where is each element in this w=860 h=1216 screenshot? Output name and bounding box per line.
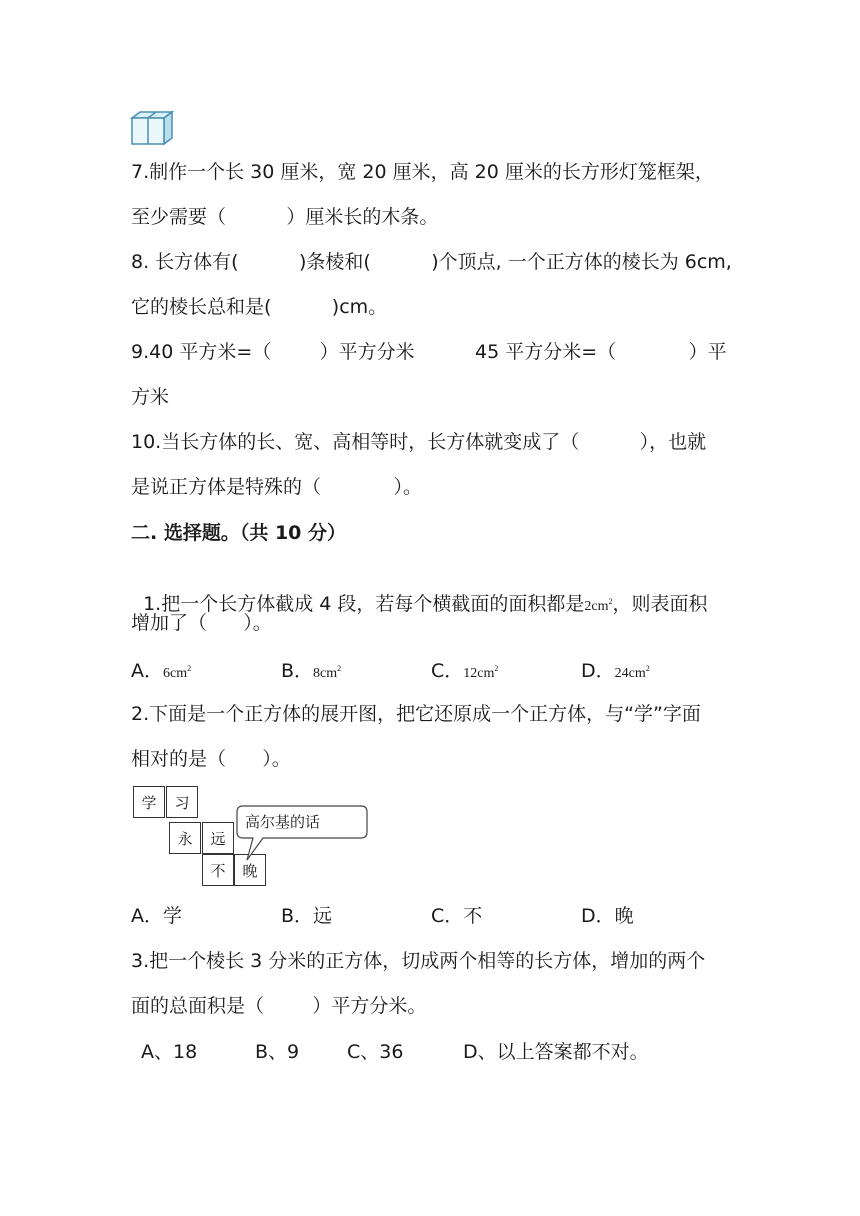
c1-option-a[interactable]: A．$6cm^2$ [131, 660, 192, 682]
q10-line2: 是说正方体是特殊的（ ）。 [131, 476, 422, 498]
c2-option-a[interactable]: A．学 [131, 905, 182, 927]
net-cell-xue: 学 [133, 786, 165, 818]
c1-option-c[interactable]: C．$12cm^2$ [431, 660, 499, 682]
cuboid-icon [130, 110, 174, 146]
q8-line2: 它的棱长总和是( )cm。 [131, 296, 388, 318]
net-cell-wan: 晚 [234, 854, 266, 886]
c1-unit: $2cm^2$ [584, 597, 613, 614]
net-cell-xi: 习 [166, 786, 198, 818]
c1-line2: 增加了（ ）。 [131, 612, 272, 634]
c3-line2: 面的总面积是（ ）平方分米。 [131, 995, 427, 1017]
section-2-title: 二. 选择题。（共 10 分） [131, 522, 347, 544]
speech-bubble-text: 高尔基的话 [245, 813, 321, 831]
c2-option-b[interactable]: B．远 [281, 905, 333, 927]
q7-line1: 7.制作一个长 30 厘米，宽 20 厘米，高 20 厘米的长方形灯笼框架， [131, 161, 714, 183]
c1-option-b[interactable]: B．$8cm^2$ [281, 660, 342, 682]
c3-option-a[interactable]: A、18 [141, 1041, 198, 1063]
c3-line1: 3.把一个棱长 3 分米的正方体，切成两个相等的长方体，增加的两个 [131, 950, 706, 972]
q9-line1: 9.40 平方米=（ ）平方分米 45 平方分米=（ ）平 [131, 341, 727, 363]
q8-line1: 8. 长方体有( )条棱和( )个顶点, 一个正方体的棱长为 6cm, [131, 251, 732, 273]
net-cell-yuan: 远 [202, 822, 234, 854]
c3-option-c[interactable]: C、36 [347, 1041, 404, 1063]
q9-line2: 方米 [131, 386, 170, 408]
c2-option-d[interactable]: D．晚 [581, 905, 634, 927]
cube-net-figure [133, 786, 373, 890]
c1-line1-post: ，则表面积 [612, 593, 708, 615]
c2-line1: 2.下面是一个正方体的展开图，把它还原成一个正方体，与“学”字面 [131, 703, 701, 725]
c3-option-b[interactable]: B、9 [255, 1041, 300, 1063]
q7-line2: 至少需要（ ）厘米长的木条。 [131, 206, 439, 228]
c3-option-d[interactable]: D、以上答案都不对。 [463, 1041, 649, 1063]
c2-line2: 相对的是（ ）。 [131, 748, 291, 770]
net-cell-bu: 不 [202, 854, 234, 886]
q10-line1: 10.当长方体的长、宽、高相等时，长方体就变成了（ ），也就 [131, 431, 707, 453]
c1-line1-pre: 1.把一个长方体截成 4 段，若每个横截面的面积都是 [143, 593, 585, 615]
speech-bubble-icon [233, 800, 369, 864]
c1-option-d[interactable]: D．$24cm^2$ [581, 660, 650, 682]
c2-option-c[interactable]: C．不 [431, 905, 483, 927]
net-cell-yong: 永 [169, 822, 201, 854]
